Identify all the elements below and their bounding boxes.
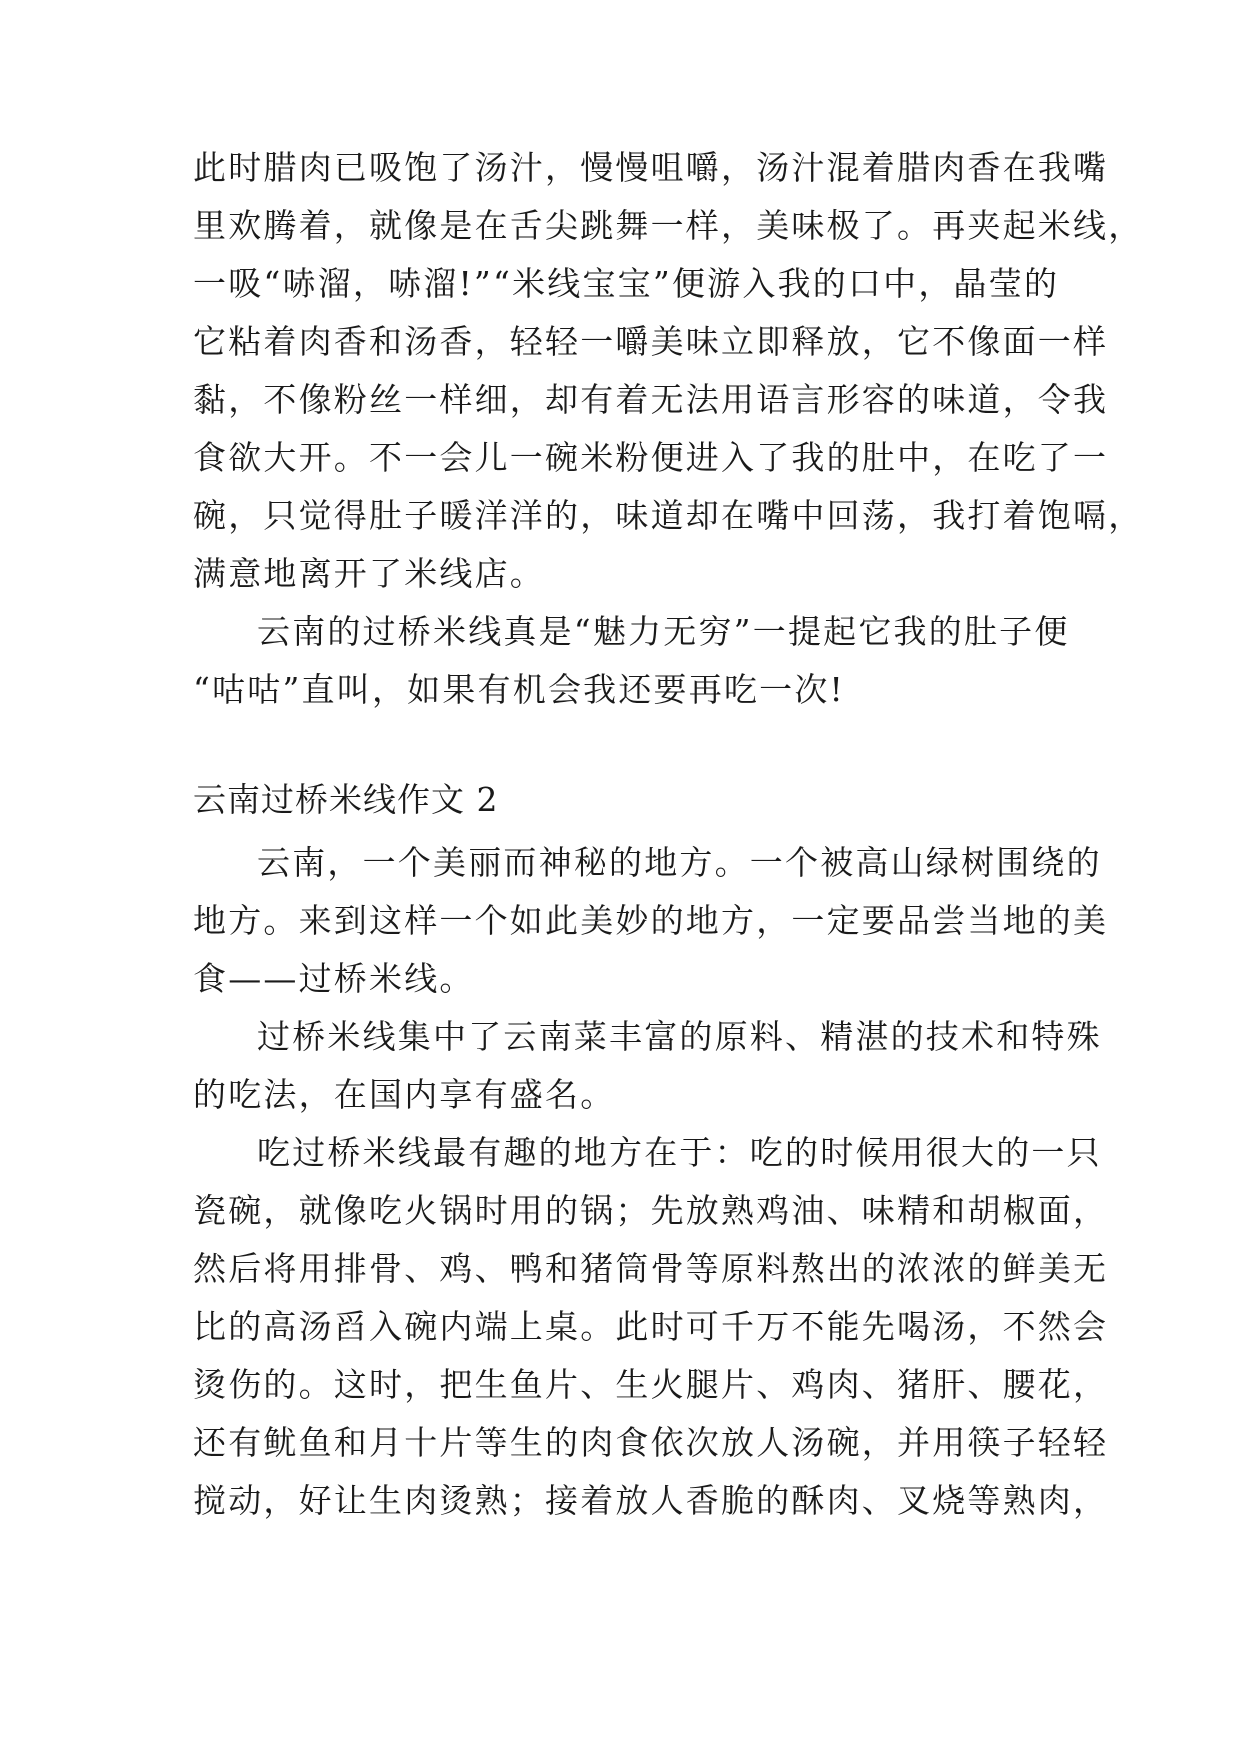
text-line: 烫伤的。这时，把生鱼片、生火腿片、鸡肉、猪肝、腰花，	[193, 1365, 1109, 1404]
text-line: 满意地离开了米线店。	[193, 554, 545, 593]
paragraph-first-line: 吃过桥米线最有趣的地方在于：吃的时候用很大的一只	[257, 1133, 1102, 1172]
paragraph-first-line: 云南的过桥米线真是“魅力无穷”一提起它我的肚子便	[257, 612, 1070, 651]
paragraph-first-line: 过桥米线集中了云南菜丰富的原料、精湛的技术和特殊	[257, 1017, 1102, 1056]
text-line: “咕咕”直叫，如果有机会我还要再吃一次!	[193, 670, 846, 709]
paragraph-first-line: 云南，一个美丽而神秘的地方。一个被高山绿树围绕的	[257, 843, 1102, 882]
section-heading: 云南过桥米线作文 2	[193, 780, 499, 819]
text-line: 碗，只觉得肚子暖洋洋的，味道却在嘴中回荡，我打着饱嗝，	[193, 496, 1144, 535]
text-line: 瓷碗，就像吃火锅时用的锅；先放熟鸡油、味精和胡椒面，	[193, 1191, 1109, 1230]
text-line: 黏，不像粉丝一样细，却有着无法用语言形容的味道，令我	[193, 380, 1109, 419]
text-line: 此时腊肉已吸饱了汤汁，慢慢咀嚼，汤汁混着腊肉香在我嘴	[193, 148, 1109, 187]
text-line: 一吸“哧溜，哧溜!”“米线宝宝”便游入我的口中，晶莹的	[193, 264, 1060, 303]
text-line: 然后将用排骨、鸡、鸭和猪筒骨等原料熬出的浓浓的鲜美无	[193, 1249, 1109, 1288]
text-line: 还有鱿鱼和月十片等生的肉食依次放人汤碗，并用筷子轻轻	[193, 1423, 1109, 1462]
text-line: 里欢腾着，就像是在舌尖跳舞一样，美味极了。再夹起米线，	[193, 206, 1144, 245]
text-line: 食——过桥米线。	[193, 959, 475, 998]
text-line: 它粘着肉香和汤香，轻轻一嚼美味立即释放，它不像面一样	[193, 322, 1109, 361]
text-line: 地方。来到这样一个如此美妙的地方，一定要品尝当地的美	[193, 901, 1109, 940]
text-line: 搅动，好让生肉烫熟；接着放人香脆的酥肉、叉烧等熟肉，	[193, 1481, 1109, 1520]
text-line: 食欲大开。不一会儿一碗米粉便进入了我的肚中，在吃了一	[193, 438, 1109, 477]
text-line: 的吃法，在国内享有盛名。	[193, 1075, 616, 1114]
text-line: 比的高汤舀入碗内端上桌。此时可千万不能先喝汤，不然会	[193, 1307, 1109, 1346]
